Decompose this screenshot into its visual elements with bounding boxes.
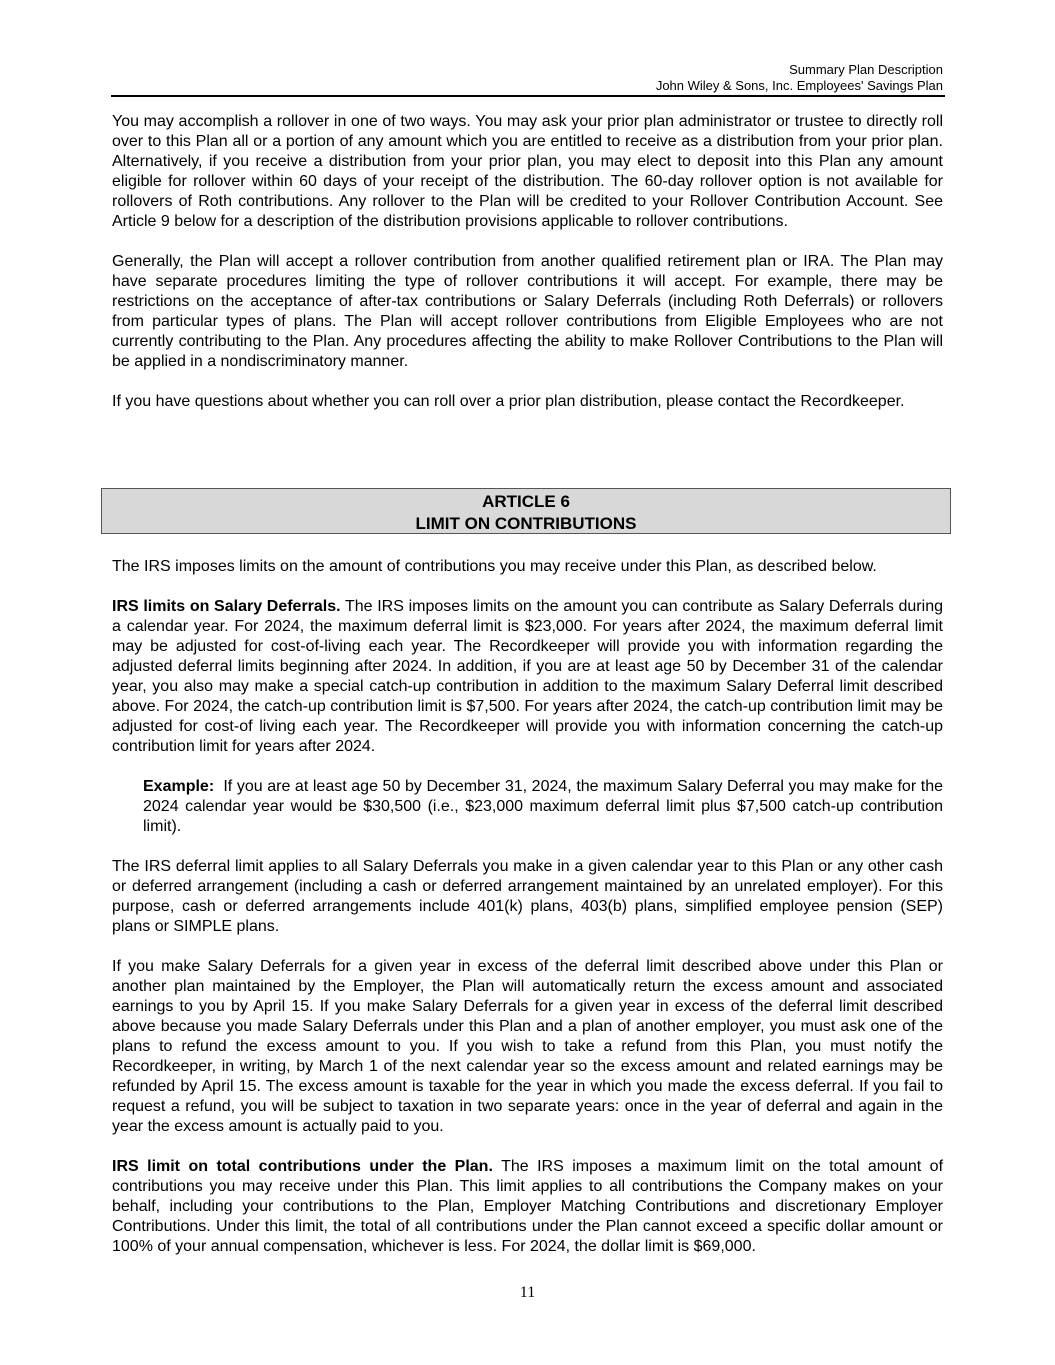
contribution-limits-section	[112, 557, 948, 1277]
article-number: ARTICLE 6	[482, 492, 570, 511]
total-contributions-heading: IRS limit on total contributions under the Plan.	[112, 1158, 493, 1175]
page-number: 11	[519, 1284, 536, 1301]
salary-deferral-limits-text: The IRS imposes limits on the amount you can contribute as Salary Deferrals during a calendar year. For 2024, the maximum deferral limit is $23,000. For years after 2024, the maximum deferral limit may be adjusted for cost-of-living each year. The Recordkeeper will provide you with information regarding the adjusted deferral limits beginning after 2024. In addition, if you are at least age 50 by December 31 of the calendar year, you also may make a special catch-up contribution in addition to the maximum Salary Deferral limit described above. For 2024, the catch-up contribution limit is $7,500. For years after 2024, the catch-up contribution limit may be adjusted for cost-of living each year. The Recordkeeper will provide you with information concerning the catch-up contribution limit for years after 2024.	[112, 598, 943, 755]
rollover-paragraph-acceptance: Generally, the Plan will accept a rollover contribution from another qualified retirement plan or IRA. The Plan may have separate procedures limiting the type of rollover contributions it will accept. For example, there may be restrictions on the acceptance of after-tax contributions or Salary Deferrals (including Roth Deferrals) or rollovers from particular types of plans. The Plan will accept rollover contributions from Eligible Employees who are not currently contributing to the Plan. Any procedures affecting the ability to make Rollover Contributions to the Plan will be applied in a nondiscriminatory manner.	[112, 253, 943, 370]
header-divider	[111, 95, 945, 97]
example-label: Example:	[143, 778, 215, 795]
header-document-title: Summary Plan Description	[789, 62, 943, 77]
example-text: If you are at least age 50 by December 31, 2024, the maximum Salary Deferral you may make for the 2024 calendar year would be $30,500 (i.e., $23,000 maximum deferral limit plus $7,500 catch-up contribution limit).	[143, 778, 948, 835]
salary-deferral-limits-paragraph	[112, 597, 943, 757]
rollover-paragraph-methods: You may accomplish a rollover in one of two ways. You may ask your prior plan administrator or trustee to directly roll over to this Plan all or a portion of any amount which you are entitled to receive as a distribution from your prior plan. Alternatively, if you receive a distribution from your prior plan, you may elect to deposit into this Plan any amount eligible for rollover within 60 days of your receipt of the distribution. The 60-day rollover option is not available for rollovers of Roth contributions. Any rollover to the Plan will be credited to your Rollover Contribution Account. See Article 9 below for a description of the distribution provisions applicable to rollover contributions.	[112, 113, 943, 230]
example-paragraph	[143, 777, 948, 837]
total-contributions-text: The IRS imposes a maximum limit on the total amount of contributions you may receive under this Plan. This limit applies to all contributions the Company makes on your behalf, including your contributions to the Plan, Employer Matching Contributions and discretionary Employer Contributions. Under this limit, the total of all contributions under the Plan cannot exceed a specific dollar amount or 100% of your annual compensation, whichever is less. For 2024, the dollar limit is $69,000.	[112, 1158, 944, 1255]
total-contributions-paragraph	[112, 1157, 943, 1257]
article-title: LIMIT ON CONTRIBUTIONS	[415, 514, 637, 533]
limits-intro-paragraph: The IRS imposes limits on the amount of contributions you may receive under this Plan, as described below.	[112, 558, 877, 575]
header-plan-name: John Wiley & Sons, Inc. Employees' Savings Plan	[655, 78, 943, 93]
rollover-section	[112, 112, 943, 412]
rollover-paragraph-questions: If you have questions about whether you can roll over a prior plan distribution, please contact the Recordkeeper.	[112, 393, 905, 410]
salary-deferral-limits-heading: IRS limits on Salary Deferrals.	[112, 598, 341, 615]
running-header	[111, 62, 943, 94]
article-heading-box	[101, 488, 951, 534]
deferral-scope-paragraph: The IRS deferral limit applies to all Salary Deferrals you make in a given calendar year to this Plan or any other cash or deferred arrangement (including a cash or deferred arrangement maintained by an unrelated employer). For this purpose, cash or deferred arrangements include 401(k) plans, 403(b) plans, simplified employee pension (SEP) plans or SIMPLE plans.	[112, 858, 943, 935]
excess-deferral-paragraph: If you make Salary Deferrals for a given year in excess of the deferral limit described above under this Plan or another plan maintained by the Employer, the Plan will automatically return the excess amount and associated earnings to you by April 15. If you make Salary Deferrals for a given year in excess of the deferral limit described above because you made Salary Deferrals under this Plan and a plan of another employer, you must ask one of the plans to refund the excess amount to you. If you wish to take a refund from this Plan, you must notify the Recordkeeper, in writing, by March 1 of the next calendar year so the excess amount and related earnings may be refunded by April 15. The excess amount is taxable for the year in which you made the excess deferral. If you fail to request a refund, you will be subject to taxation in two separate years: once in the year of deferral and again in the year the excess amount is actually paid to you.	[112, 958, 943, 1135]
